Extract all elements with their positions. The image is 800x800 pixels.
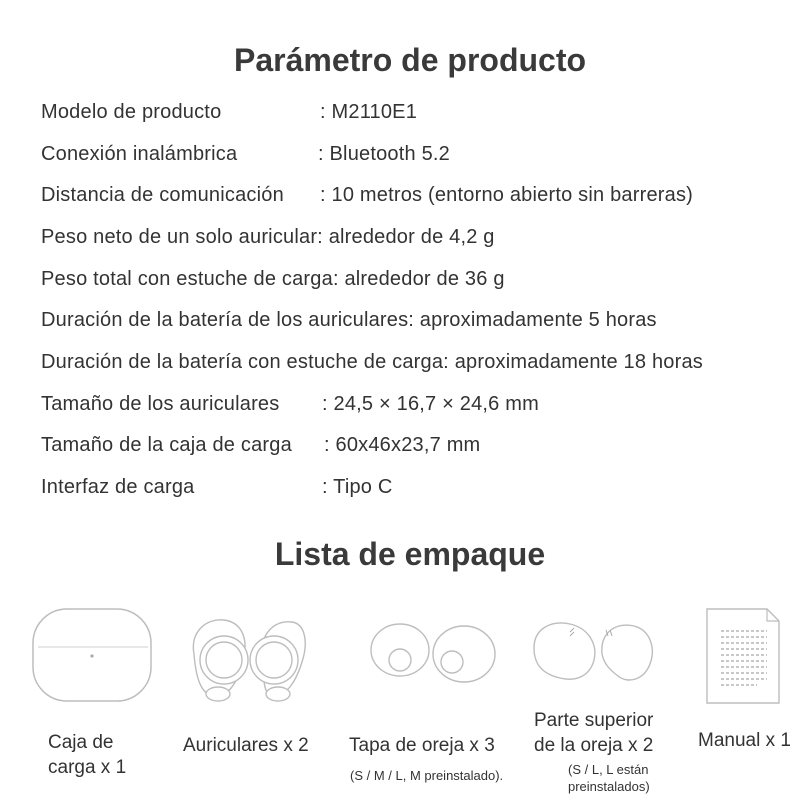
spec-label-interface: Interfaz de carga xyxy=(41,476,195,498)
spec-value-distance: : 10 metros (entorno abierto sin barreras) xyxy=(320,184,694,206)
packing-item-earbuds-label: Auriculares x 2 xyxy=(183,735,309,756)
ear-tips-icon xyxy=(368,620,498,684)
packing-item-ear-tips-label: Tapa de oreja x 3 xyxy=(349,735,495,756)
spec-case-battery: Duración de la batería con estuche de carga: aproximadamente 18 horas xyxy=(41,351,703,373)
packing-list-title: Lista de empaque xyxy=(274,536,546,572)
charging-case-icon xyxy=(30,605,156,705)
spec-earbud-battery: Duración de la batería de los auriculares: aproximadamente 5 horas xyxy=(41,309,657,331)
spec-label-distance: Distancia de comunicación xyxy=(41,184,284,206)
spec-single-weight: Peso neto de un solo auricular: alrededor de 4,2 g xyxy=(41,226,495,248)
spec-label-connection: Conexión inalámbrica xyxy=(41,143,238,165)
spec-value-connection: : Bluetooth 5.2 xyxy=(318,143,450,165)
packing-item-ear-tips-note: (S / M / L, M preinstalado). xyxy=(350,768,504,783)
manual-icon xyxy=(705,607,781,705)
packing-item-manual-label: Manual x 1 xyxy=(698,730,791,751)
spec-label-model: Modelo de producto xyxy=(41,101,222,123)
spec-label-earbud-size: Tamaño de los auriculares xyxy=(41,393,280,415)
spec-value-earbud-size: : 24,5 × 16,7 × 24,6 mm xyxy=(322,393,539,415)
spec-value-model: : M2110E1 xyxy=(320,101,418,123)
product-parameters-title: Parámetro de producto xyxy=(233,42,587,78)
packing-item-case-label: Caja de carga x 1 xyxy=(48,732,127,778)
earbuds-icon xyxy=(188,616,308,706)
packing-item-ear-wings-label: Parte superior de la oreja x 2 xyxy=(534,710,654,756)
spec-value-case-size: : 60x46x23,7 mm xyxy=(324,434,481,456)
spec-label-case-size: Tamaño de la caja de carga xyxy=(41,434,292,456)
packing-item-ear-wings-note: (S / L, L están preinstalados) xyxy=(568,762,650,794)
spec-total-weight: Peso total con estuche de carga: alrededor de 36 g xyxy=(41,268,505,290)
ear-wings-icon xyxy=(530,618,658,684)
spec-value-interface: : Tipo C xyxy=(322,476,393,498)
